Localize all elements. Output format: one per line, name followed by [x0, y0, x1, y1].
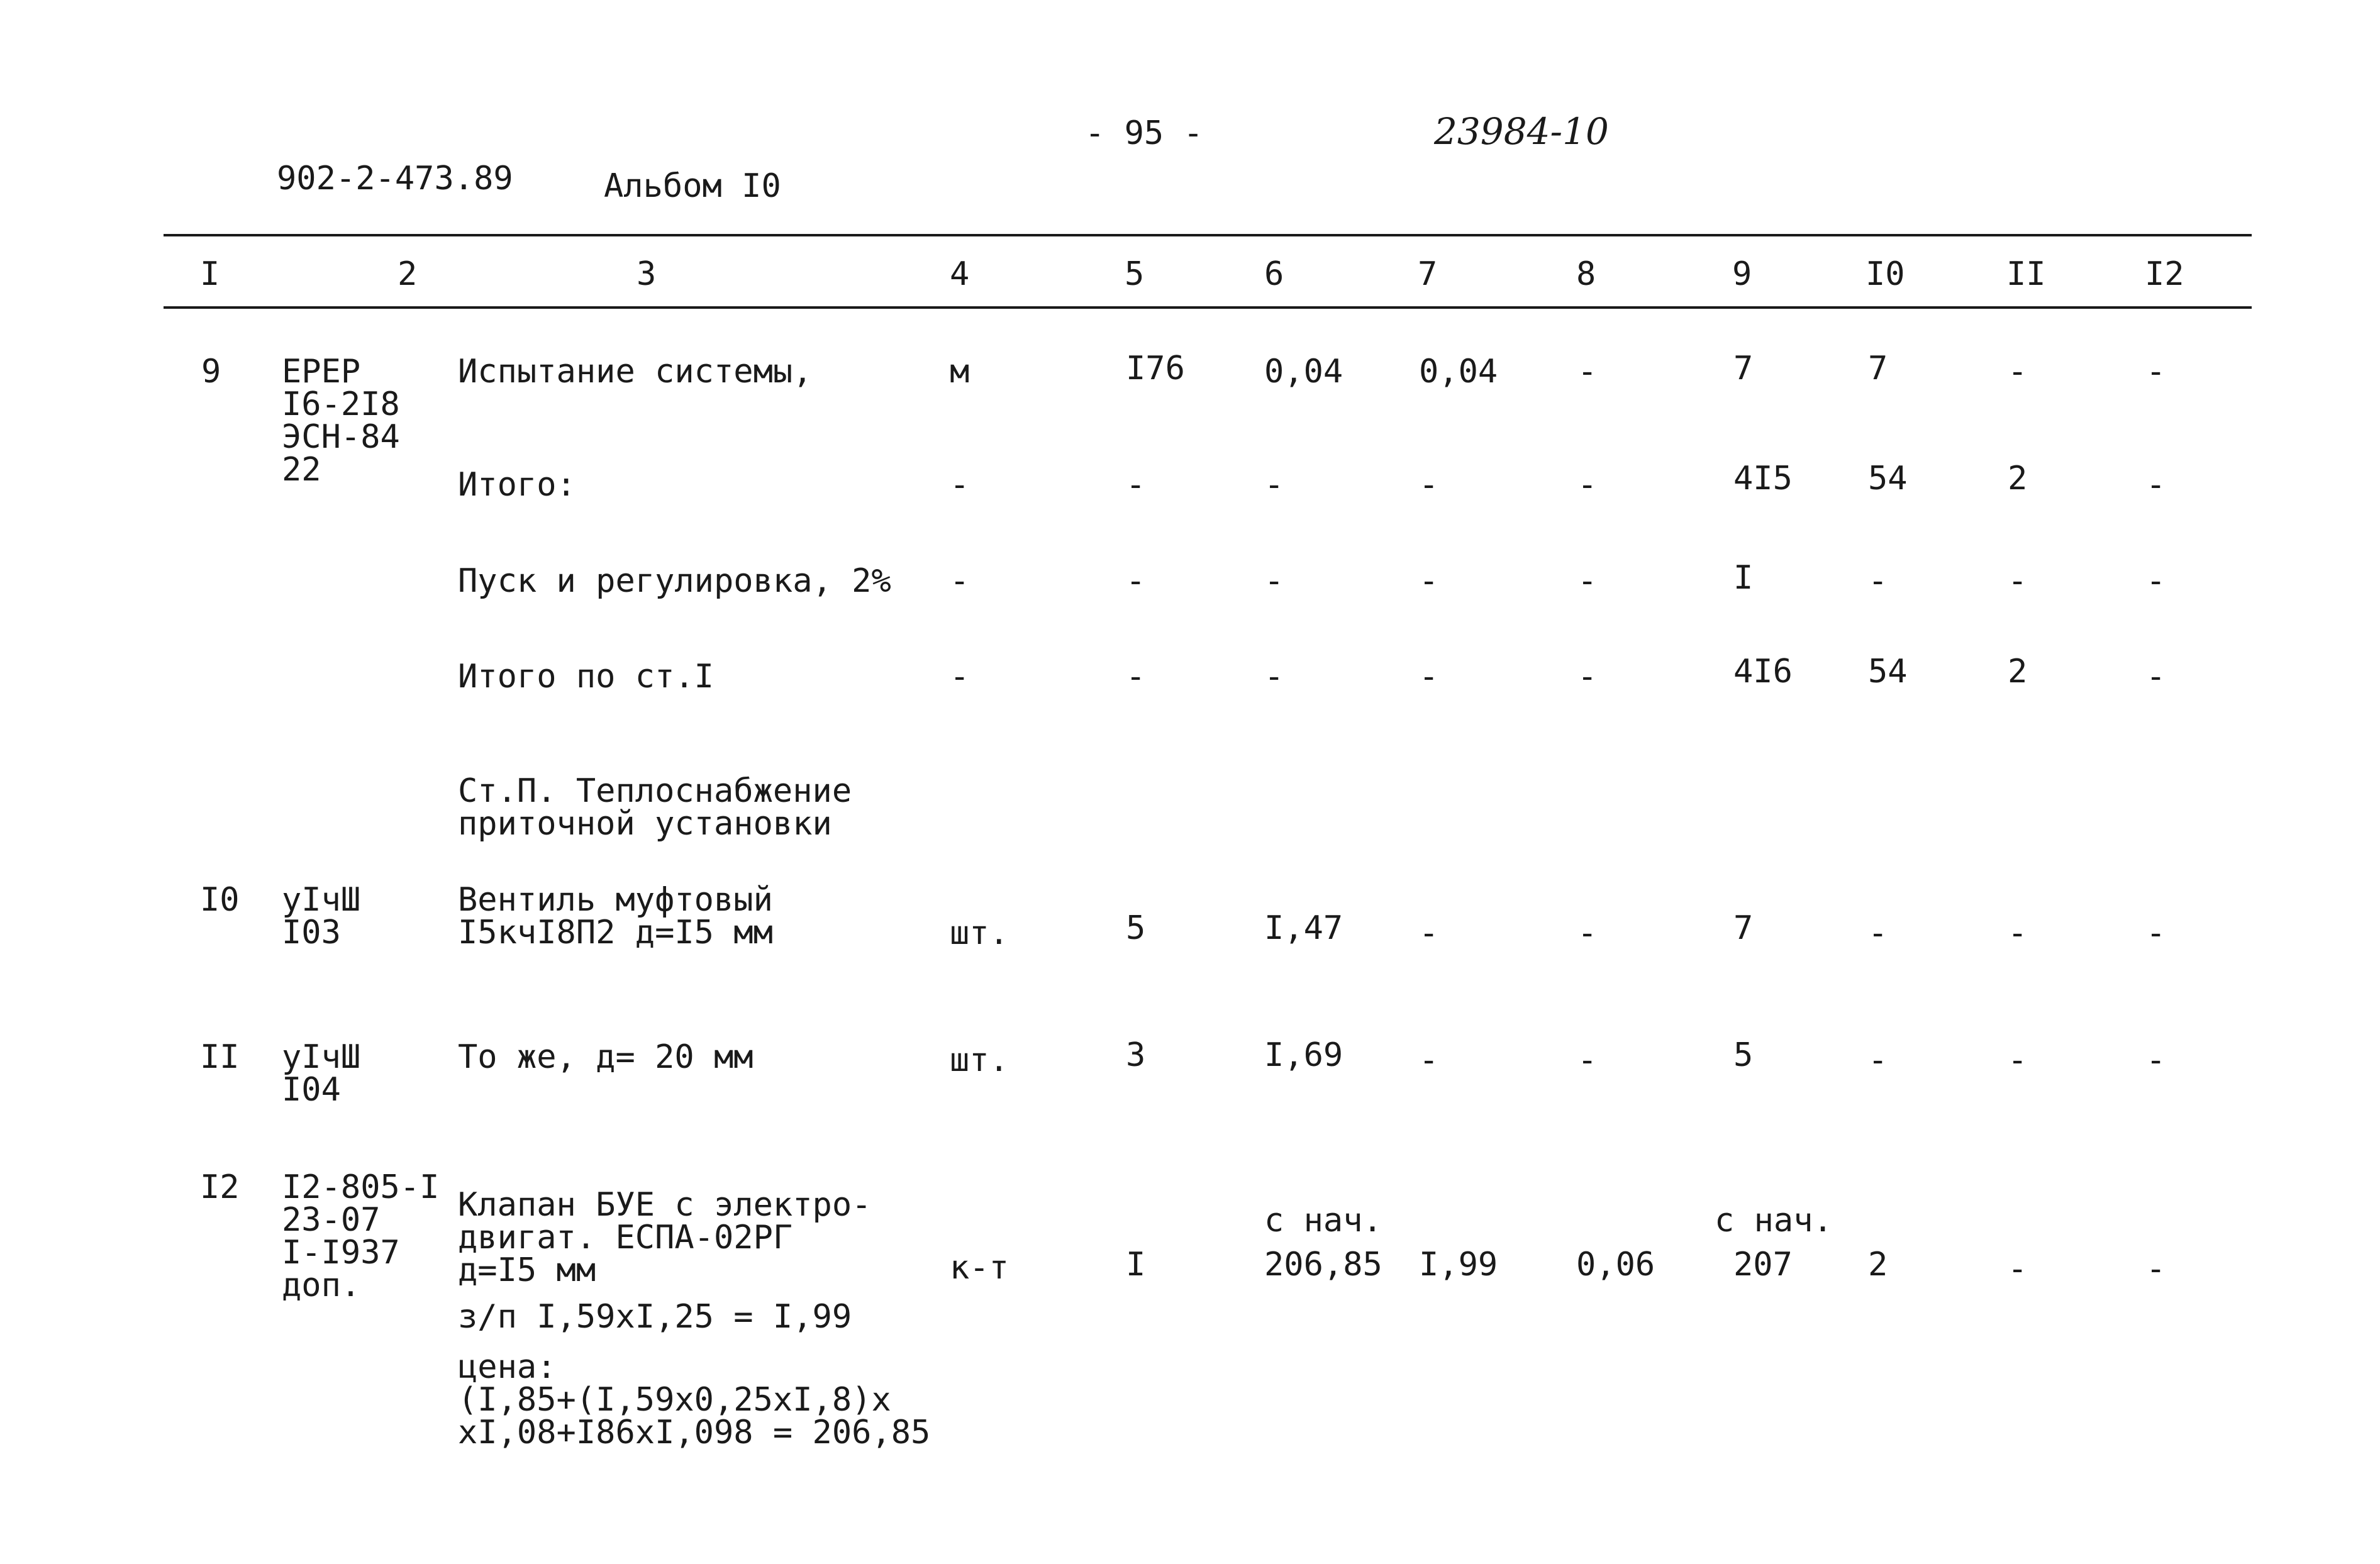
column-header: I2 [2145, 255, 2184, 293]
cell: 7 [1868, 350, 1888, 387]
norm-code: I2-805-I 23-07 I-I937 доп. [282, 1168, 440, 1304]
unit: - [950, 466, 970, 504]
wage-calculation: з/п I,59хI,25 = I,99 [458, 1298, 852, 1336]
row-number: II [200, 1038, 240, 1076]
work-name: Итого: [458, 466, 576, 504]
table-top-rule [164, 234, 2252, 236]
cell: 2 [2008, 460, 2028, 497]
cell: - [1577, 658, 1598, 696]
cell: 5 [1733, 1036, 1754, 1074]
cell: 207 [1733, 1246, 1793, 1284]
cell: - [1419, 914, 1439, 952]
column-header: I [200, 255, 220, 293]
cell: - [1264, 562, 1284, 600]
column-header: I0 [1866, 255, 1905, 293]
quantity: - [1126, 562, 1146, 600]
cell: 7 [1733, 909, 1754, 947]
column-header: 4 [950, 255, 970, 293]
norm-code: уIчШ I04 [282, 1038, 361, 1109]
cell: 54 [1868, 653, 1908, 690]
column-header: 8 [1576, 255, 1596, 293]
cell: I [1733, 559, 1754, 597]
cell: - [2146, 466, 2166, 504]
cell: - [1577, 1041, 1598, 1079]
cell: - [2146, 1250, 2166, 1288]
row-number: 9 [201, 353, 221, 391]
work-name: Пуск и регулировка, 2% [458, 562, 891, 600]
cell: - [1419, 658, 1439, 696]
cell: I,99 [1419, 1246, 1498, 1284]
column-header: 5 [1125, 255, 1145, 293]
cell: - [1868, 914, 1888, 952]
cell: 2 [2008, 653, 2028, 690]
price-calculation: цена: (I,85+(I,59х0,25хI,8)х хI,08+I86хI,098 = 206,85 [458, 1348, 931, 1451]
document-code: 902-2-473.89 [277, 160, 513, 197]
cell: - [1264, 466, 1284, 504]
norm-code: уIчШ I03 [282, 881, 361, 951]
cell: - [2146, 914, 2166, 952]
cell: - [1419, 466, 1439, 504]
row-number: I0 [200, 881, 240, 919]
work-name: Вентиль муфтовый I5кчI8П2 д=I5 мм [458, 881, 773, 951]
column-header: 6 [1264, 255, 1284, 293]
column-header: 9 [1732, 255, 1752, 293]
cell: - [2008, 914, 2028, 952]
quantity: 5 [1126, 909, 1146, 947]
row-number: I2 [200, 1168, 240, 1206]
cell: - [2008, 562, 2028, 600]
cell: 2 [1868, 1246, 1888, 1284]
cell: - [2008, 1041, 2028, 1079]
cell: - [2008, 1250, 2028, 1288]
cell: 206,85 [1264, 1246, 1382, 1284]
unit: - [950, 562, 970, 600]
cell: I,69 [1264, 1036, 1343, 1074]
column-header: 2 [398, 255, 418, 293]
start-note: с нач. [1715, 1202, 1833, 1240]
unit: м [950, 353, 970, 391]
quantity: I [1126, 1246, 1146, 1284]
cell: 0,04 [1264, 353, 1343, 391]
column-header: II [2006, 255, 2046, 293]
cell: 0,06 [1576, 1246, 1655, 1284]
cell: 0,04 [1419, 353, 1498, 391]
page-number: - 95 - [1085, 114, 1203, 152]
cell: - [2146, 562, 2166, 600]
cell: - [2146, 658, 2166, 696]
column-header: 7 [1418, 255, 1438, 293]
unit: шт. [950, 1041, 1009, 1079]
section-heading: Ст.П. Теплоснабжение приточной установки [458, 772, 852, 843]
norm-code: ЕРЕР I6-2I8 ЭСН-84 22 [282, 353, 400, 489]
cell: - [1577, 353, 1598, 391]
quantity: - [1126, 658, 1146, 696]
cell: - [1868, 1041, 1888, 1079]
cell: - [2008, 353, 2028, 391]
cell: - [2146, 353, 2166, 391]
cell: - [1577, 914, 1598, 952]
cell: - [1577, 562, 1598, 600]
cell: - [2146, 1041, 2166, 1079]
cell: - [1868, 562, 1888, 600]
table-header-rule [164, 306, 2252, 309]
work-name: То же, д= 20 мм [458, 1038, 753, 1076]
cell: - [1419, 1041, 1439, 1079]
album-label: Альбом I0 [604, 167, 781, 205]
cell: 7 [1733, 350, 1754, 387]
quantity: - [1126, 466, 1146, 504]
column-header: 3 [637, 255, 657, 293]
quantity: I76 [1126, 350, 1185, 387]
work-name: Итого по ст.I [458, 658, 714, 696]
cell: - [1419, 562, 1439, 600]
quantity: 3 [1126, 1036, 1146, 1074]
work-name: Испытание системы, [458, 353, 813, 391]
handwritten-document-number: 23984-10 [1434, 110, 1609, 153]
cell: 4I6 [1733, 653, 1793, 690]
unit: шт. [950, 914, 1009, 952]
cell: - [1577, 466, 1598, 504]
start-note: с нач. [1264, 1202, 1382, 1240]
cell: - [1264, 658, 1284, 696]
unit: к-т [950, 1249, 1009, 1287]
work-name: Клапан БУЕ с электро- двигат. ЕСПА-02РГ д=I5 мм [458, 1186, 872, 1289]
unit: - [950, 658, 970, 696]
cell: 54 [1868, 460, 1908, 497]
cell: 4I5 [1733, 460, 1793, 497]
cell: I,47 [1264, 909, 1343, 947]
